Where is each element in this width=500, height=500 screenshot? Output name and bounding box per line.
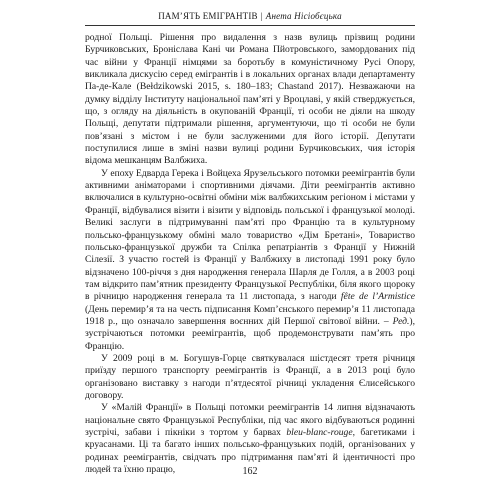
text-run: У «Малій Франції» в Польщі потомки реемігрантів 14 липня відзначають національне свято Французької Республіки, під час якого відбуваються родинні зустрічі, забави і пікніки з тортом у барвах: [85, 402, 415, 438]
italic-text: fête de l’Armistice: [340, 291, 416, 303]
page-number: 162: [242, 466, 258, 477]
italic-text: bleu-blanc-rouge: [286, 427, 353, 438]
body-text: [85, 32, 415, 476]
text-run: родної Польщі. Рішення про видалення з назв вулиць прізвищ родини Бурчиковських, Броніслава Кані чи Романа Пйотровського, замордованих під час війни у Франції німцями за боротьбу в комуністичному Русі Опору, викликала дискусію серед емігрантів і в локальних органах влади департаменту Па-де-Кале (Bełdzikowski 2015, s. 180–183; Chastand 2017). Незважаючи на думку відділу Інституту національної пам’яті у Вроцлаві, у якій стверджується, що, з огляду на діяльність в окупованій Франції, ті особи не діяли на шкоду Польщі, депутати підтримали рішення, аргументуючи, що ті особи не були пов’язані з містом і не були заслуженими для його історії. Депутати поступилися лише в змінi назви вулиці родини Бурчиковських, чия історія відома мешканцям Валбжиха.: [85, 32, 415, 167]
text-run: У епоху Едварда Герека і Войцеха Ярузельського потомки реемігрантів були активними аніматорами і спортивними діячами. Діти реемігрантів активно включалися в культурно-освітні обміни між валбжихським регіоном і містами у Франції, відбувалися візити і візити у відповідь польської і французької молоді. Великі заслуги в підтримуванні пам’яті про Францію та в культурному польсько-французькому обміні мало товариство «Дім Бретані», Товариство польсько-французької дружби та Спілка репатріантів з Франції у Нижній Сілезії. З участю гостей із Франції у Валбжиху в листопаді 1991 року було відзначено 100-річчя з дня народження генерала Шарля де Голля, а в 2003 році там відкрито пам’ятник президенту Французької Республіки, біля якого щороку в річницю народження генерала та 11 листопада, з нагоди: [85, 167, 415, 303]
italic-text: Ред.: [392, 315, 410, 327]
paragraph: [85, 168, 415, 353]
paragraph: [85, 353, 415, 402]
text-run: , багетиками і круасанами. Ці та багато інших польсько-французьких подій, організованих у родинах реемігрантів, свідчать про підтримання пам’яті й ідентичності про людей та їхню працю,: [85, 427, 415, 476]
text-run: ), зустрічаються потомки реемігрантів, щоб продемонструвати пам’ять про Францію.: [85, 315, 415, 352]
header-title: ПАМ’ЯТЬ ЕМІГРАНТІВ: [158, 11, 258, 21]
paragraph: [85, 32, 415, 168]
header-author: Анета Нісіобєцька: [265, 11, 342, 21]
running-header: [85, 11, 415, 21]
text-run: У 2009 році в м. Богушув-Горце святкувалася шістдесят третя річниця приїзду першого транспорту реемігрантів із Франції, а в 2013 році було організовано виставку з нагоди п’ятдесятої річниці укладення Єлисейського договору.: [85, 352, 415, 401]
header-rule: [85, 25, 415, 26]
text-run: (День перемир’я та на честь підписання Комп’єнського перемир’я 11 листопада 1918 р., що означало завершення воєнних дій Першої світової війни. –: [85, 303, 415, 327]
header-separator: |: [260, 11, 263, 21]
